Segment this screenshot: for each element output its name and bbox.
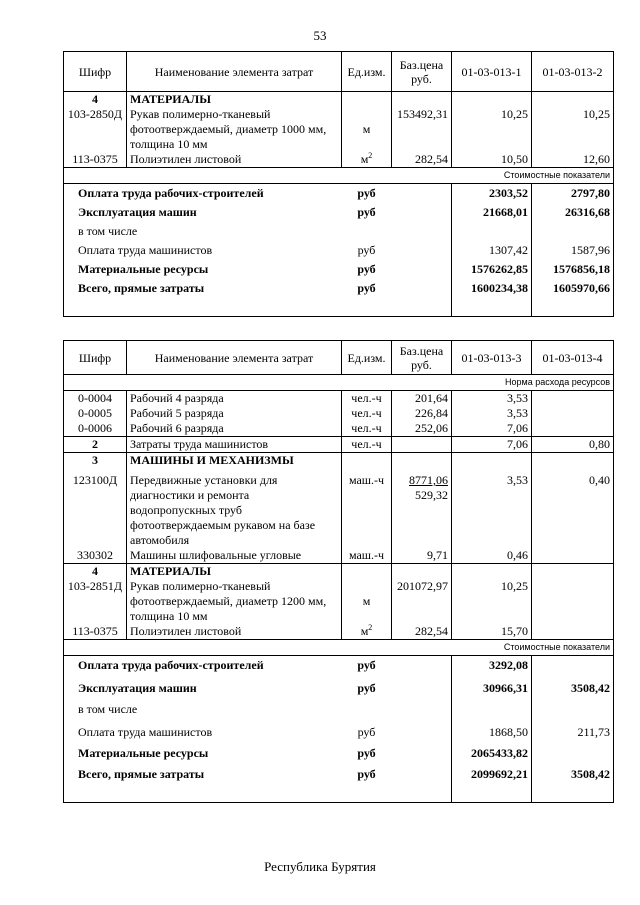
row-value-2: 0,80 [532,437,614,453]
table-row [64,391,614,407]
summary-spacer [64,298,614,317]
header-code: Шифр [64,341,127,375]
row-value-2: 12,60 [532,152,614,168]
page-footer: Республика Бурятия [264,859,376,874]
summary-row [64,742,614,763]
machinist-labor-row [64,437,614,453]
summary-label: Всего, прямые затраты [64,763,342,784]
summary-unit: руб [357,746,376,760]
row-name: Затраты труда машинистов [127,437,342,453]
table-header-row [64,52,614,92]
row-code: 330302 [64,548,127,564]
header-unit: Ед.изм. [342,52,392,92]
header-price: Баз.цена руб. [392,52,452,92]
banner-row [64,168,614,184]
row-value-2 [532,421,614,437]
row-code: 113-0375 [64,152,127,168]
banner-text: Стоимостные показатели [64,640,614,656]
summary-row [64,241,614,260]
row-price: 153492,31 [392,107,452,152]
header-col-3: 01-03-013-3 [452,341,532,375]
banner-row [64,640,614,656]
row-value-1: 3,53 [452,406,532,421]
row-unit: м [342,107,392,152]
summary-value-2: 1605970,66 [532,279,614,298]
summary-value-1: 2099692,21 [452,763,532,784]
summary-label: Оплата труда машинистов [64,719,342,742]
row-name: Полиэтилен листовой [127,624,342,640]
row-value-2: 0,40 [532,468,614,548]
summary-value-1: 30966,31 [452,675,532,698]
summary-value-2: 1587,96 [532,241,614,260]
row-value-1: 10,25 [452,579,532,624]
row-value-1: 10,50 [452,152,532,168]
section-row [64,92,614,108]
header-col-2: 01-03-013-2 [532,52,614,92]
summary-label: Материальные ресурсы [64,260,342,279]
header-code: Шифр [64,52,127,92]
row-price: 252,06 [392,421,452,437]
summary-value-2: 211,73 [532,719,614,742]
row-price: 201072,97 [392,579,452,624]
header-name: Наименование элемента затрат [127,52,342,92]
section-code: 4 [64,564,127,580]
row-value-2 [532,579,614,624]
summary-label: Оплата труда рабочих-строителей [64,656,342,676]
summary-value-1: 1307,42 [452,241,532,260]
summary-label: Оплата труда машинистов [64,241,342,260]
cost-table-1 [63,51,614,317]
section-title: МАШИНЫ И МЕХАНИЗМЫ [127,453,342,469]
summary-value-1: 2303,52 [452,184,532,204]
summary-unit: руб [357,767,376,781]
summary-label: в том числе [64,698,342,719]
header-col-4: 01-03-013-4 [532,341,614,375]
section-title: МАТЕРИАЛЫ [127,564,342,580]
summary-value-1: 2065433,82 [452,742,532,763]
table-row [64,107,614,152]
cost-table-2 [63,340,614,803]
summary-value-1: 1868,50 [452,719,532,742]
row-price: 9,71 [392,548,452,564]
row-value-1: 15,70 [452,624,532,640]
row-code: 113-0375 [64,624,127,640]
summary-label: Оплата труда рабочих-строителей [64,184,342,204]
row-unit: $м^2$ [342,152,392,168]
row-value-2: 10,25 [532,107,614,152]
table-row [64,579,614,624]
table-row [64,624,614,640]
summary-value-2: 3508,42 [532,675,614,698]
row-value-2 [532,406,614,421]
summary-row [64,763,614,784]
row-name: Полиэтилен листовой [127,152,342,168]
row-unit: чел.-ч [342,437,392,453]
row-code: 2 [64,437,127,453]
row-name: Машины шлифовальные угловые [127,548,342,564]
row-code: 0-0006 [64,421,127,437]
row-unit: маш.-ч [342,468,392,548]
banner-text: Норма расхода ресурсов [64,375,614,391]
row-price: 201,64 [392,391,452,407]
row-price: 282,54 [392,624,452,640]
table-row [64,548,614,564]
row-unit: маш.-ч [342,548,392,564]
summary-row [64,279,614,298]
row-value-2 [532,548,614,564]
row-price: 282,54 [392,152,452,168]
row-code: 103-2850Д [64,107,127,152]
summary-value-1: 21668,01 [452,203,532,222]
summary-label: в том числе [64,222,342,241]
row-unit: м [342,579,392,624]
page-number: 53 [313,28,327,43]
row-name: Рабочий 5 разряда [127,406,342,421]
header-name: Наименование элемента затрат [127,341,342,375]
summary-value-2: 2797,80 [532,184,614,204]
section-row [64,564,614,580]
table-row [64,406,614,421]
section-code: 4 [64,92,127,108]
summary-row [64,675,614,698]
row-price: 8771,06 529,32 [392,468,452,548]
table-header-row [64,341,614,375]
summary-spacer [64,784,614,803]
summary-unit: руб [357,725,376,739]
row-unit: чел.-ч [342,406,392,421]
row-code: 103-2851Д [64,579,127,624]
summary-label: Эксплуатация машин [64,675,342,698]
summary-row [64,222,614,241]
table-row [64,421,614,437]
row-name: Рабочий 6 разряда [127,421,342,437]
section-code: 3 [64,453,127,469]
row-value-1: 0,46 [452,548,532,564]
summary-value-2: 1576856,18 [532,260,614,279]
summary-row [64,260,614,279]
summary-row [64,656,614,676]
summary-value-1: 1576262,85 [452,260,532,279]
table-row [64,152,614,168]
row-name: Рукав полимерно-тканевый фотоотверждаемый, диаметр 1000 мм, толщина 10 мм [127,107,342,152]
summary-label: Всего, прямые затраты [64,279,342,298]
summary-value-2: 3508,42 [532,763,614,784]
row-value-1: 7,06 [452,437,532,453]
summary-label: Эксплуатация машин [64,203,342,222]
summary-unit: руб [357,205,376,219]
summary-value-2 [532,656,614,676]
row-value-1: 3,53 [452,391,532,407]
banner-text: Стоимостные показатели [64,168,614,184]
row-value-2 [532,391,614,407]
header-price: Баз.цена руб. [392,341,452,375]
summary-unit: руб [357,681,376,695]
summary-unit: руб [357,262,376,276]
row-name: Рабочий 4 разряда [127,391,342,407]
summary-unit: руб [357,243,376,257]
summary-unit: руб [357,186,376,200]
row-code: 0-0004 [64,391,127,407]
row-unit: чел.-ч [342,421,392,437]
summary-row [64,184,614,204]
summary-value-2 [532,742,614,763]
table-row [64,468,614,548]
row-code: 123100Д [64,468,127,548]
header-unit: Ед.изм. [342,341,392,375]
row-name: Передвижные установки для диагностики и ремонта водопропускных труб фотоотверждаемым рукавом на базе автомобиля [127,468,342,548]
section-row [64,453,614,469]
summary-label: Материальные ресурсы [64,742,342,763]
row-name: Рукав полимерно-тканевый фотоотверждаемый, диаметр 1200 мм, толщина 10 мм [127,579,342,624]
summary-row [64,203,614,222]
summary-row [64,719,614,742]
row-code: 0-0005 [64,406,127,421]
section-title: МАТЕРИАЛЫ [127,92,342,108]
row-value-1: 7,06 [452,421,532,437]
row-price: 226,84 [392,406,452,421]
summary-unit: руб [357,281,376,295]
summary-row [64,698,614,719]
summary-value-1: 1600234,38 [452,279,532,298]
banner-row [64,375,614,391]
summary-value-1: 3292,08 [452,656,532,676]
row-unit: $м^2$ [342,624,392,640]
row-value-2 [532,624,614,640]
row-unit: чел.-ч [342,391,392,407]
row-value-1: 10,25 [452,107,532,152]
summary-value-2: 26316,68 [532,203,614,222]
summary-unit: руб [357,658,376,672]
row-price [392,437,452,453]
row-value-1: 3,53 [452,468,532,548]
header-col-1: 01-03-013-1 [452,52,532,92]
